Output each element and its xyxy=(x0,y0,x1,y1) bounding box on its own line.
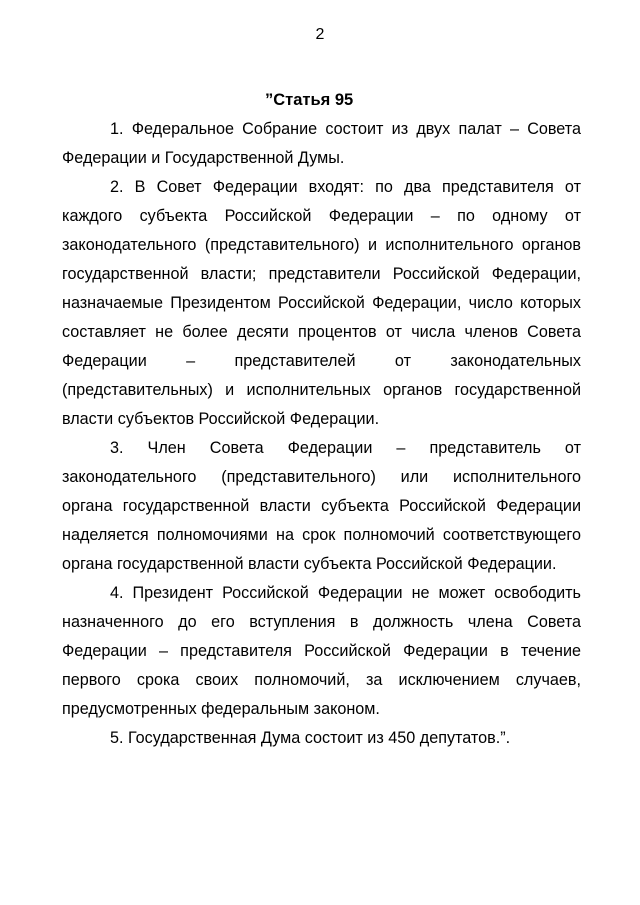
text-line: (представительных) и исполнительных органов государственной xyxy=(62,381,581,399)
text-line: власти субъектов Российской Федерации. xyxy=(62,410,380,428)
text-line: 4. Президент Российской Федерации не может освободить xyxy=(110,584,581,602)
text-line: органа государственной власти субъекта Российской Федерации. xyxy=(62,555,557,573)
text-line: составляет не более десяти процентов от числа членов Совета xyxy=(62,323,581,341)
text-line: наделяется полномочиями на срок полномочий соответствующего xyxy=(62,526,581,544)
article-body xyxy=(62,115,581,753)
text-line: назначенного до его вступления в должность члена Совета xyxy=(62,613,581,631)
paragraph-5 xyxy=(62,724,581,753)
text-line: 3. Член Совета Федерации – представитель от xyxy=(110,439,581,457)
paragraph-2 xyxy=(62,173,581,434)
text-line: предусмотренных федеральным законом. xyxy=(62,700,380,718)
paragraph-1 xyxy=(62,115,581,173)
text-line: назначаемые Президентом Российской Федерации, число которых xyxy=(62,294,581,312)
text-line: органа государственной власти субъекта Российской Федерации xyxy=(62,497,581,515)
paragraph-3 xyxy=(62,434,581,579)
page-number: 2 xyxy=(315,26,325,43)
article-heading: ”Статья 95 xyxy=(265,91,354,109)
text-line: каждого субъекта Российской Федерации – по одному от xyxy=(62,207,581,225)
text-line: Федерации – представителей от законодательных xyxy=(62,352,581,370)
text-line: государственной власти; представители Российской Федерации, xyxy=(62,265,581,283)
text-line: Федерации и Государственной Думы. xyxy=(62,149,345,167)
text-line: 2. В Совет Федерации входят: по два представителя от xyxy=(110,178,581,196)
text-line: законодательного (представительного) или исполнительного xyxy=(62,468,581,486)
paragraph-4 xyxy=(62,579,581,724)
text-line: законодательного (представительного) и исполнительного органов xyxy=(62,236,581,254)
text-line: Федерации – представителя Российской Федерации в течение xyxy=(62,642,581,660)
text-line: 1. Федеральное Собрание состоит из двух палат – Совета xyxy=(110,120,581,138)
text-line: 5. Государственная Дума состоит из 450 депутатов.”. xyxy=(110,729,511,747)
text-line: первого срока своих полномочий, за исключением случаев, xyxy=(62,671,581,689)
